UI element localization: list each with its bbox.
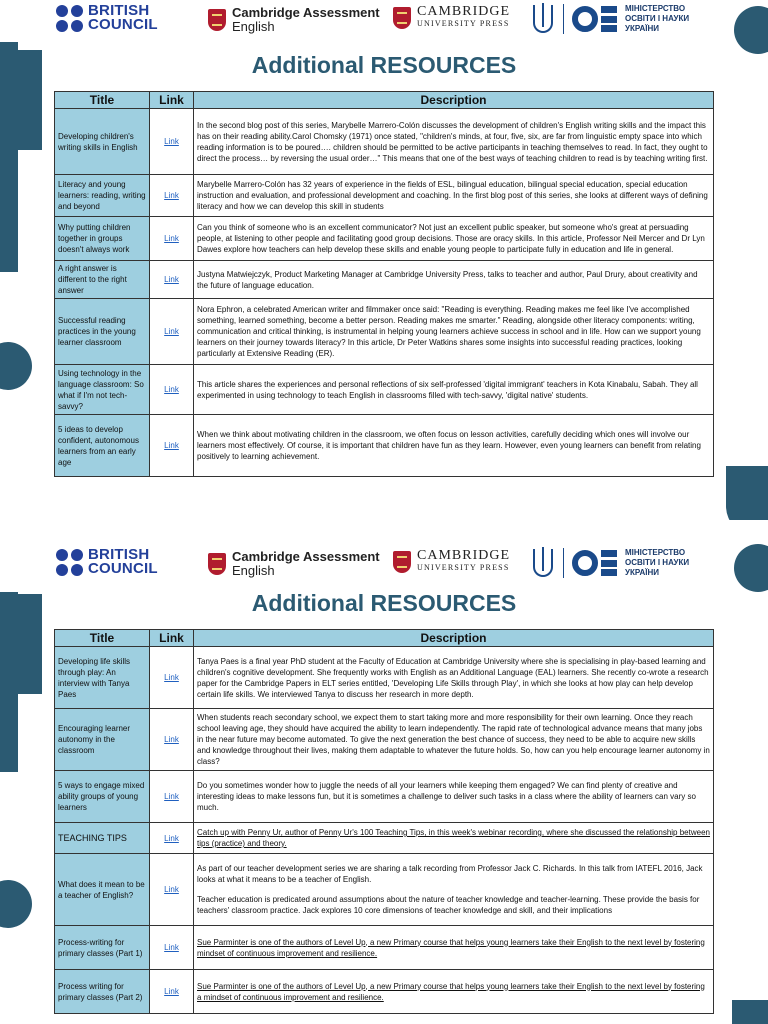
row-link[interactable]: Link <box>164 885 179 894</box>
ministry-line-1: МІНІСТЕРСТВО <box>625 548 686 557</box>
table-row <box>55 109 714 175</box>
british-council-dots-icon <box>56 5 83 32</box>
decor-right-block <box>732 1000 768 1024</box>
decor-left-circle <box>0 342 32 390</box>
row-title: Literacy and young learners: reading, writing and beyond <box>55 175 150 217</box>
row-link[interactable]: Link <box>164 673 179 682</box>
row-title: Encouraging learner autonomy in the classroom <box>55 709 150 771</box>
row-link[interactable]: Link <box>164 275 179 284</box>
decor-left-block <box>0 592 18 772</box>
row-description: Tanya Paes is a final year PhD student at the Faculty of Education at Cambridge University where she is specialising in play-based learning and children's cognitive development. She frequently works with English as an Additional Language (EAL) learners. She recently co-wrote a research paper for the Cambridge Papers in ELT series entitled, 'Developing Life Skills through Play', in which she looks at how play can help develop certain life skills. We interviewed Tanya to discuss her research in more depth. <box>194 647 714 709</box>
header-description: Description <box>194 92 714 109</box>
row-title: 5 ideas to develop confident, autonomous learners from an early age <box>55 415 150 477</box>
cambridge-assessment-logo <box>208 6 380 34</box>
row-title: Why putting children together in groups doesn't always work <box>55 217 150 261</box>
page-title: Additional RESOURCES <box>251 52 517 78</box>
row-description <box>194 854 714 926</box>
bc-line-2: COUNCIL <box>88 16 158 33</box>
british-council-dots-icon <box>56 549 83 576</box>
row-description: Catch up with Penny Ur, author of Penny Ur's 100 Teaching Tips, in this week's webinar recording, where she discussed the relationship between tips (practice) and theory. <box>194 823 714 854</box>
british-council-logo <box>56 4 158 32</box>
table-row <box>55 647 714 709</box>
row-link[interactable]: Link <box>164 987 179 996</box>
table-header-row <box>55 630 714 647</box>
ministry-line-2: ОСВІТИ І НАУКИ <box>625 14 690 23</box>
logo-row <box>0 0 768 40</box>
cup-line-2: UNIVERSITY PRESS <box>417 563 510 572</box>
row-link[interactable]: Link <box>164 137 179 146</box>
row-title: Using technology in the language classroom: So what if I'm not tech-savvy? <box>55 365 150 415</box>
table-row <box>55 261 714 299</box>
table-row <box>55 217 714 261</box>
header-title: Title <box>55 92 150 109</box>
ministry-ring-icon <box>572 550 598 576</box>
cambridge-shield-icon <box>208 553 226 575</box>
bc-line-2: COUNCIL <box>88 560 158 577</box>
decor-right-shield <box>726 466 768 520</box>
row-title: Developing life skills through play: An interview with Tanya Paes <box>55 647 150 709</box>
cup-line-1: CAMBRIDGE <box>417 548 511 563</box>
decor-left-circle <box>0 880 32 928</box>
row-title: What does it mean to be a teacher of English? <box>55 854 150 926</box>
table-row <box>55 709 714 771</box>
table-row <box>55 854 714 926</box>
row-description: Marybelle Marrero-Colón has 32 years of experience in the fields of ESL, bilingual education, bilingual special education, special education instruction and evaluation, and professional development and coaching. In the first blog post of this series, she looks at different ways of defining literacy and how we can develop this skill in students <box>194 175 714 217</box>
row-description-para-1: As part of our teacher development series we are sharing a talk recording from Professor Jack C. Richards. In this talk from IATEFL 2016, Jack looks at what it means to be a teacher of English. <box>197 864 703 884</box>
cambridge-shield-icon <box>208 9 226 31</box>
ministry-line-3: УКРАЇНИ <box>625 24 660 33</box>
trident-icon <box>533 549 553 577</box>
page-title: Additional RESOURCES <box>251 590 517 616</box>
row-link[interactable]: Link <box>164 327 179 336</box>
cambridge-assessment-logo <box>208 550 380 578</box>
ministry-line-1: МІНІСТЕРСТВО <box>625 4 686 13</box>
table-row <box>55 823 714 854</box>
ministry-bars-icon <box>601 6 617 32</box>
header-title: Title <box>55 630 150 647</box>
ministry-line-3: УКРАЇНИ <box>625 568 660 577</box>
row-link[interactable]: Link <box>164 833 179 843</box>
table-row <box>55 175 714 217</box>
row-title: A right answer is different to the right answer <box>55 261 150 299</box>
resources-table <box>54 91 714 477</box>
cup-shield-icon <box>393 551 411 573</box>
ca-line-1: Cambridge Assessment <box>232 549 380 564</box>
row-link[interactable]: Link <box>164 385 179 394</box>
cup-line-1: CAMBRIDGE <box>417 4 511 19</box>
row-description: Justyna Matwiejczyk, Product Marketing Manager at Cambridge University Press, talks to teacher and author, Paul Drury, about creativity and the future of language education. <box>194 261 714 299</box>
row-description: In the second blog post of this series, Marybelle Marrero-Colón discusses the development of children's English writing skills and the impact this has on their reading ability.Carol Chomsky (1971) once stated, "children's minds, at four, five, six, are far from linguistic empty space into which reading information is to be poured…. children should be permitted to be active participants in teaching themselves to read. In fact, they ought to direct the process… by reversing the usual order…" This means that one of the best ways of teaching children to read is by teaching writing first. <box>194 109 714 175</box>
row-description: Nora Ephron, a celebrated American writer and filmmaker once said: "Reading is everything. Reading makes me feel like I've accomplished something, learned something, become a better person. Reading makes me smarter." Reading, alongside other literacy components: writing, communication and critical thinking, is instrumental in helping young learners achieve success in school and in life. How can we support young learners on their journey towards literacy? In this article, Dr Peter Watkins shares some insights into successful reading practices, looking particularly at Extensive Reading (ER). <box>194 299 714 365</box>
row-link[interactable]: Link <box>164 234 179 243</box>
table-row <box>55 926 714 970</box>
table-row <box>55 415 714 477</box>
row-title: 5 ways to engage mixed ability groups of young learners <box>55 771 150 823</box>
ministry-line-2: ОСВІТИ І НАУКИ <box>625 558 690 567</box>
row-link[interactable]: Link <box>164 735 179 744</box>
row-title: Process-writing for primary classes (Part 1) <box>55 926 150 970</box>
ministry-bars-icon <box>601 550 617 576</box>
bc-line-1: BRITISH <box>88 2 150 19</box>
ministry-logo <box>533 4 689 34</box>
header-link: Link <box>150 92 194 109</box>
row-link[interactable]: Link <box>164 441 179 450</box>
table-row <box>55 970 714 1014</box>
british-council-logo <box>56 548 158 576</box>
row-title: Process writing for primary classes (Part 2) <box>55 970 150 1014</box>
table-row <box>55 365 714 415</box>
row-link[interactable]: Link <box>164 191 179 200</box>
logo-row <box>0 544 768 584</box>
row-link[interactable]: Link <box>164 792 179 801</box>
table-row <box>55 771 714 823</box>
row-link[interactable]: Link <box>164 943 179 952</box>
ministry-ring-icon <box>572 6 598 32</box>
row-description: This article shares the experiences and personal reflections of six self-professed 'digital immigrant' teachers in Kota Kinabalu, Sabah. They all experimented in using technology to teach English in classrooms filled with tech-savvy, 'digital native' students. <box>194 365 714 415</box>
bc-line-1: BRITISH <box>88 546 150 563</box>
row-title: TEACHING TIPS <box>55 823 150 854</box>
trident-icon <box>533 5 553 33</box>
cup-shield-icon <box>393 7 411 29</box>
row-description: When we think about motivating children in the classroom, we often focus on lesson activities, carefully deciding which ones will involve our learners most effectively. Of course, it is important that children have fun as they learn. However, even young learners can benefit from relating positively to learning achievement. <box>194 415 714 477</box>
row-title: Successful reading practices in the young learner classroom <box>55 299 150 365</box>
ca-line-2: English <box>232 19 275 34</box>
row-description: Sue Parminter is one of the authors of Level Up, a new Primary course that helps young learners take their English to the next level by fostering a mindset of continuous improvement and resilience. <box>194 970 714 1014</box>
ca-line-1: Cambridge Assessment <box>232 5 380 20</box>
header-link: Link <box>150 630 194 647</box>
row-description-para-2: Teacher education is predicated around assumptions about the nature of teacher knowledge and teacher-learning. These provide the basis for teachers' classroom practice. Jack explores 10 core dimensions of teacher knowledge and skill, and their implications <box>197 895 700 915</box>
cambridge-university-press-logo <box>393 6 510 30</box>
header-description: Description <box>194 630 714 647</box>
row-description: Can you think of someone who is an excellent communicator? Not just an excellent public speaker, but someone who's great at persuading people, at listening to other people and facilitating good group decisions. Those are oracy skills. In this article, Professor Neil Mercer and Dr Lyn Dawes explore how teachers can help develop these skills and enable young people to participate fully in education and life in general. <box>194 217 714 261</box>
ministry-logo <box>533 548 689 578</box>
cambridge-university-press-logo <box>393 550 510 574</box>
row-description: Do you sometimes wonder how to juggle the needs of all your learners while keeping them engaged? We can find plenty of creative and interesting ideas to make lessons fun, but it is sometimes a challenge to deliver such tasks in a class where the ability of learners can vary so much. <box>194 771 714 823</box>
row-description: When students reach secondary school, we expect them to start taking more and more responsibility for their own learning. Once they reach school leaving age, they should have acquired the ability to learn independently. The rapid rate of technological advance means that many jobs in the near future may become automated. To give the next generation the best chance of success, they need to be able to acquire new skills and knowledge throughout their lives, making them adaptable to whatever the future holds. So, how can you help encourage learner autonomy in class? <box>194 709 714 771</box>
document-page-2 <box>0 538 768 1024</box>
table-row <box>55 299 714 365</box>
resources-table <box>54 629 714 1014</box>
ca-line-2: English <box>232 563 275 578</box>
table-header-row <box>55 92 714 109</box>
row-description: Sue Parminter is one of the authors of Level Up, a new Primary course that helps young learners take their English to the next level by fostering mindset of continuous improvement and resilience. <box>194 926 714 970</box>
cup-line-2: UNIVERSITY PRESS <box>417 19 510 28</box>
row-title: Developing children's writing skills in English <box>55 109 150 175</box>
